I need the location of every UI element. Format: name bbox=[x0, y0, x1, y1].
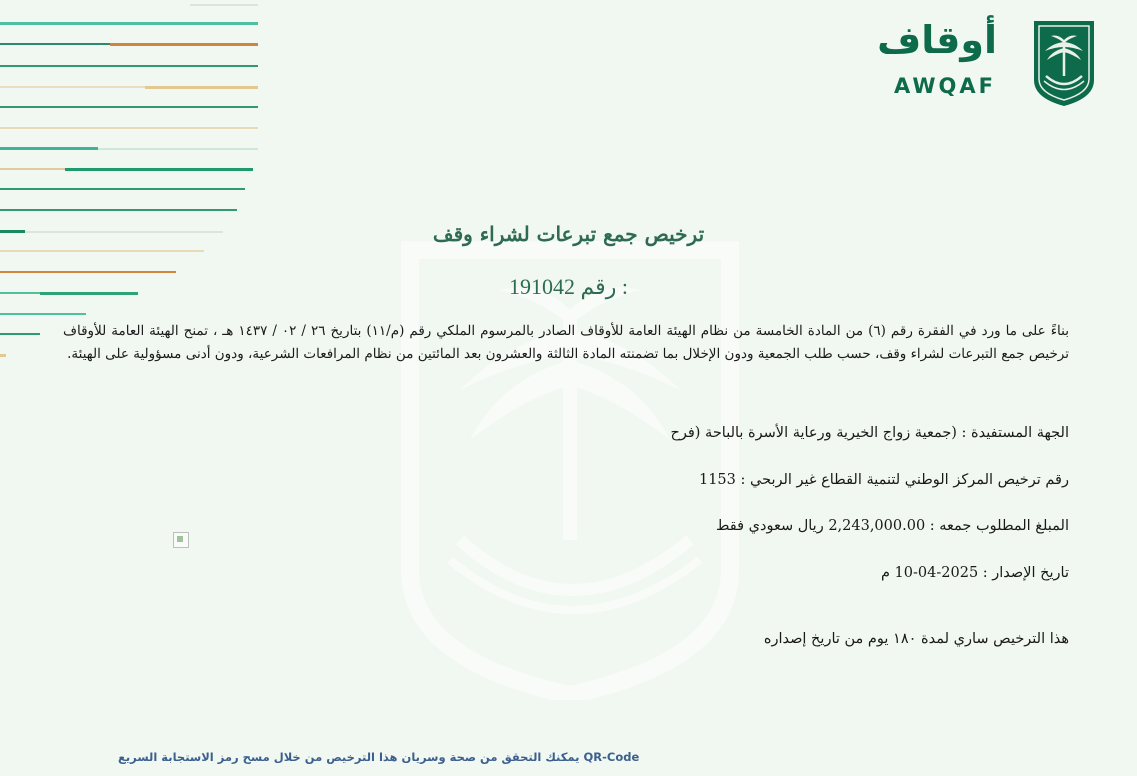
document-number-value: 191042 bbox=[509, 274, 576, 299]
document-number-label: رقم : bbox=[580, 274, 628, 299]
palm-swords-emblem-icon bbox=[1031, 18, 1097, 108]
qr-footer-note bbox=[118, 750, 639, 764]
qr-instruction-text: يمكنك التحقق من صحة وسريان هذا الترخيص من خلال مسح رمز الاستجابة السريع bbox=[118, 750, 580, 764]
amount-field: المبلغ المطلوب جمعه : 2,243,000.00 ريال سعودي فقط bbox=[716, 518, 1069, 534]
logo-arabic-text: أوقاف bbox=[877, 18, 997, 62]
license-paragraph: بناءً على ما ورد في الفقرة رقم (٦) من المادة الخامسة من نظام الهيئة العامة للأوقاف الصادر بالمرسوم الملكي رقم (م/١١) بتاريخ ٢٦ / ٠٢ / ١٤٣٧ هـ ، تمنح الهيئة العامة للأوقاف ترخيص جمع التبرعات لشراء وقف، حسب طلب الجمعية ودون الإخلال بما تضمنته المادة الثالثة والعشرون بعد المائتين من نظام المرافعات الشرعية، ودون أدنى مسؤولية على الهيئة. bbox=[63, 323, 1069, 362]
validity-field: هذا الترخيص ساري لمدة ١٨٠ يوم من تاريخ إصداره bbox=[763, 631, 1069, 647]
beneficiary-field: الجهة المستفيدة : (جمعية زواج الخيرية ورعاية الأسرة بالباحة (فرح bbox=[670, 425, 1069, 441]
logo-english-text: AWQAF bbox=[894, 74, 996, 98]
license-number-field: رقم ترخيص المركز الوطني لتنمية القطاع غير الربحي : 1153 bbox=[698, 472, 1069, 488]
qr-code-label: QR-Code bbox=[583, 750, 640, 764]
watermark-emblem bbox=[400, 240, 740, 700]
document-title: ترخيص جمع تبرعات لشراء وقف bbox=[432, 222, 705, 246]
issue-date-field: تاريخ الإصدار : 2025-04-10 م bbox=[880, 565, 1069, 581]
qr-code-image[interactable] bbox=[173, 532, 189, 548]
document-number bbox=[0, 274, 1137, 300]
awqaf-logo bbox=[877, 18, 1097, 108]
